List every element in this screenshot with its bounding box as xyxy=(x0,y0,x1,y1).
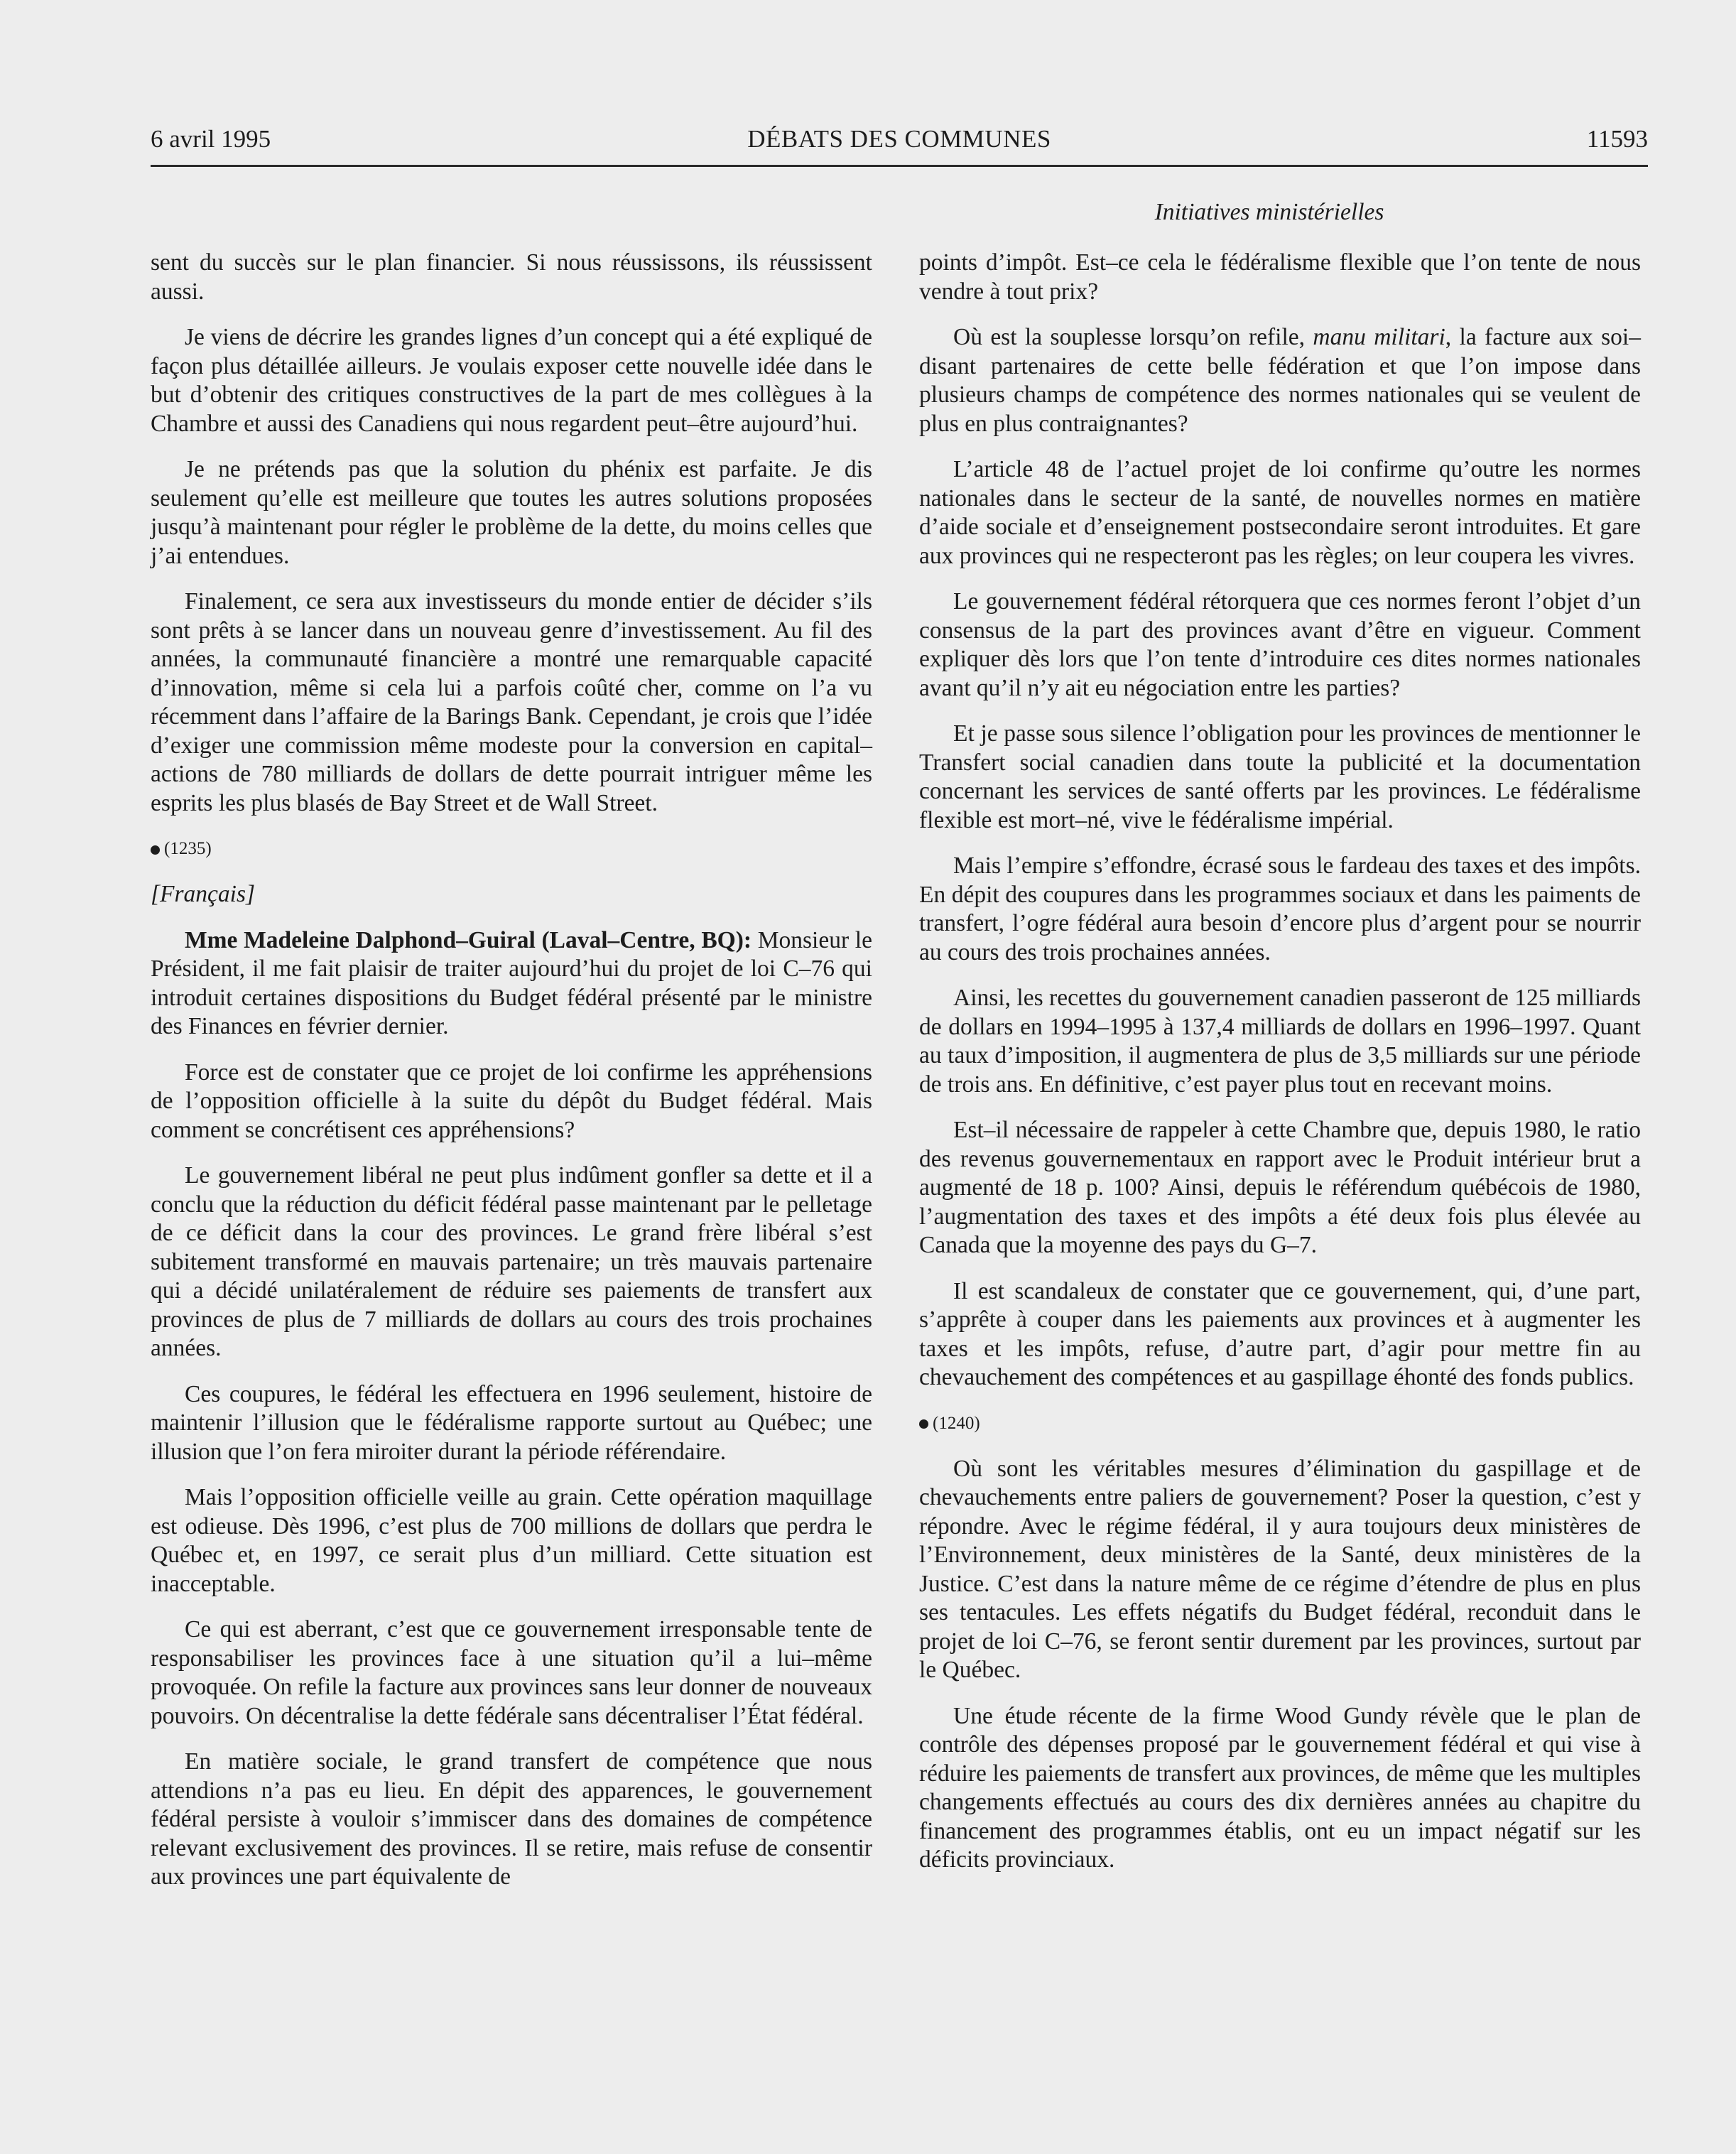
header-title: DÉBATS DES COMMUNES xyxy=(747,125,1051,153)
speech-paragraph xyxy=(151,926,872,1041)
paragraph: Où sont les véritables mesures d’élimination du gaspillage et de chevauchements entre paliers de gouvernement? Poser la question, c’est y répondre. Avec le régime fédéral, il y aura toujours deux ministères de l’Environnement, deux ministères de la Santé, deux ministères de la Justice. C’est dans la nature même de ce régime d’étendre de plus en plus ses tentacules. Les effets négatifs du Budget fédéral, reconduit dans le projet de loi C–76, se feront sentir durement par les provinces, surtout par le Québec. xyxy=(919,1455,1641,1683)
time-marker-text: (1240) xyxy=(933,1413,980,1433)
paragraph: Finalement, ce sera aux investisseurs du monde entier de décider s’ils sont prêts à se lancer dans un nouveau genre d’investissement. Au fil des années, la communauté financière a montré une remarquable capacité d’innovation, même si cela lui a parfois coûté cher, comme on l’a vu récemment dans l’affaire de la Barings Bank. Cependant, je crois que l’idée d’exiger une commission même modeste pour la conversion en capital–actions de 780 milliards de dollars de dette pourrait intriguer même les esprits les plus blasés de Bay Street et de Wall Street. xyxy=(151,588,872,816)
time-marker-text: (1235) xyxy=(164,839,212,858)
header-date: 6 avril 1995 xyxy=(151,125,271,153)
paragraph: Mais l’empire s’effondre, écrasé sous le fardeau des taxes et des impôts. En dépit des coupures dans les programmes sociaux et dans les paiments de transfert, l’ogre fédéral aura besoin d’encore plus d’argent pour se nourrir au cours des trois prochaines années. xyxy=(919,853,1641,965)
header-rule xyxy=(151,165,1648,167)
paragraph: Je viens de décrire les grandes lignes d’un concept qui a été expliqué de façon plus détaillée ailleurs. Je voulais exposer cette nouvelle idée dans le but d’obtenir des critiques constructives de la part de mes collègues à la Chambre et aussi des Canadiens qui nous regardent peut–être aujourd’hui. xyxy=(151,324,872,437)
paragraph: Ainsi, les recettes du gouvernement canadien passeront de 125 milliards de dollars en 1994–1995 à 137,4 milliards de dollars en 1996–1997. Quant au taux d’imposition, il augmentera de plus de 3,5 milliards sur une période de trois ans. En définitive, c’est payer plus tout en recevant moins. xyxy=(919,985,1641,1098)
section-title: Initiatives ministérielles xyxy=(1154,199,1384,225)
language-marker: [Français] xyxy=(151,881,256,907)
paragraph: L’article 48 de l’actuel projet de loi confirme qu’outre les normes nationales dans le secteur de la santé, de nouvelles normes en matière d’aide sociale et d’enseignement postsecondaire seront introduites. Et gare aux provinces qui ne respecteront pas les règles; on leur coupera les vivres. xyxy=(919,456,1641,569)
paragraph: sent du succès sur le plan financier. Si nous réussissons, ils réussissent aussi. xyxy=(151,249,872,305)
paragraph: Je ne prétends pas que la solution du phénix est parfaite. Je dis seulement qu’elle est meilleure que toutes les autres solutions proposées jusqu’à maintenant pour régler le problème de la dette, du moins celles que j’ai entendues. xyxy=(151,456,872,569)
paragraph-text: Où est la souplesse lorsqu’on refile, xyxy=(953,324,1313,350)
paragraph: Est–il nécessaire de rappeler à cette Chambre que, depuis 1980, le ratio des revenus gouvernementaux en rapport avec le Produit intérieur brut a augmenté de 18 p. 100? Ainsi, depuis le référendum québécois de 1980, l’augmentation des taxes et des impôts a été deux fois plus élevée au Canada que la moyenne des pays du G–7. xyxy=(919,1117,1641,1258)
paragraph xyxy=(919,323,1641,438)
right-column xyxy=(919,249,1641,1892)
page-number: 11593 xyxy=(1586,125,1648,153)
paragraph-text: , la facture aux soi–disant partenaires de cette belle fédération et que l’on impose dans plusieurs champs de compétence des normes nationales qui se veulent de plus en plus contraignantes? xyxy=(919,324,1641,437)
speech-text: Monsieur le Président, il me fait plaisir de traiter aujourd’hui du projet de loi C–76 qui introduit certaines dispositions du Budget fédéral présenté par le ministre des Finances en février dernier. xyxy=(151,926,872,1039)
left-column xyxy=(151,249,872,1909)
paragraph: Et je passe sous silence l’obligation pour les provinces de mentionner le Transfert social canadien dans toute la publicité et la documentation concernant les services de santé offerts par les provinces. Le fédéralisme flexible est mort–né, vive le fédéralisme impérial. xyxy=(919,720,1641,833)
paragraph: Le gouvernement libéral ne peut plus indûment gonfler sa dette et il a conclu que la réduction du déficit fédéral passe maintenant par le pelletage de ce déficit dans la cour des provinces. Le grand frère libéral s’est subitement transformé en mauvais partenaire; un très mauvais partenaire qui a décidé unilatéralement de réduire ses paiements de transfert aux provinces de plus de 7 milliards de dollars au cours des trois prochaines années. xyxy=(151,1162,872,1361)
paragraph: Ce qui est aberrant, c’est que ce gouvernement irresponsable tente de responsabiliser les provinces face à une situation qu’il a lui–même provoquée. On refile la facture aux provinces sans leur donner de nouveaux pouvoirs. On décentralise la dette fédérale sans décentraliser l’État fédéral. xyxy=(151,1616,872,1729)
page-header xyxy=(151,125,1648,166)
bullet-icon xyxy=(151,845,160,855)
paragraph: Il est scandaleux de constater que ce gouvernement, qui, d’une part, s’apprête à couper dans les paiements aux provinces et à augmenter les taxes et les impôts, refuse, d’autre part, d’agir pour mettre fin au chevauchement des compétences et au gaspillage éhonté des fonds publics. xyxy=(919,1277,1641,1390)
paragraph: Le gouvernement fédéral rétorquera que ces normes feront l’objet d’un consensus de la part des provinces avant d’être en vigueur. Comment expliquer dès lors que l’on tente d’introduire ces dites normes nationales avant qu’il n’y ait eu négociation entre les parties? xyxy=(919,588,1641,701)
paragraph: points d’impôt. Est–ce cela le fédéralisme flexible que l’on tente de nous vendre à tout prix? xyxy=(919,249,1641,305)
time-marker xyxy=(919,1409,1641,1438)
paragraph: Mais l’opposition officielle veille au grain. Cette opération maquillage est odieuse. Dès 1996, c’est plus de 700 millions de dollars que perdra le Québec et, en 1997, ce serait plus d’un milliard. Cette situation est inacceptable. xyxy=(151,1484,872,1597)
latin-phrase: manu militari xyxy=(1313,324,1445,350)
speaker-name: Mme Madeleine Dalphond–Guiral (Laval–Centre, BQ): xyxy=(185,926,752,953)
paragraph: Ces coupures, le fédéral les effectuera en 1996 seulement, histoire de maintenir l’illusion que le fédéralisme rapporte surtout au Québec; une illusion que l’on fera miroiter durant la période référendaire. xyxy=(151,1380,872,1465)
paragraph: En matière sociale, le grand transfert de compétence que nous attendions n’a pas eu lieu. En dépit des apparences, le gouvernement fédéral persiste à vouloir s’immiscer dans des domaines de compétence relevant exclusivement des provinces. Il se retire, mais refuse de consentir aux provinces une part équivalente de xyxy=(151,1748,872,1890)
paragraph: Une étude récente de la firme Wood Gundy révèle que le plan de contrôle des dépenses proposé par le gouvernement fédéral et qui vise à réduire les paiements de transfert aux provinces, de même que les multiples changements effectués au cours des dix dernières années au chapitre du financement des programmes établis, ont eu un impact négatif sur les déficits provinciaux. xyxy=(919,1702,1641,1873)
time-marker xyxy=(151,835,872,863)
bullet-icon xyxy=(919,1419,928,1429)
paragraph: Force est de constater que ce projet de loi confirme les appréhensions de l’opposition officielle à la suite du dépôt du Budget fédéral. Mais comment se concrétisent ces appréhensions? xyxy=(151,1059,872,1143)
